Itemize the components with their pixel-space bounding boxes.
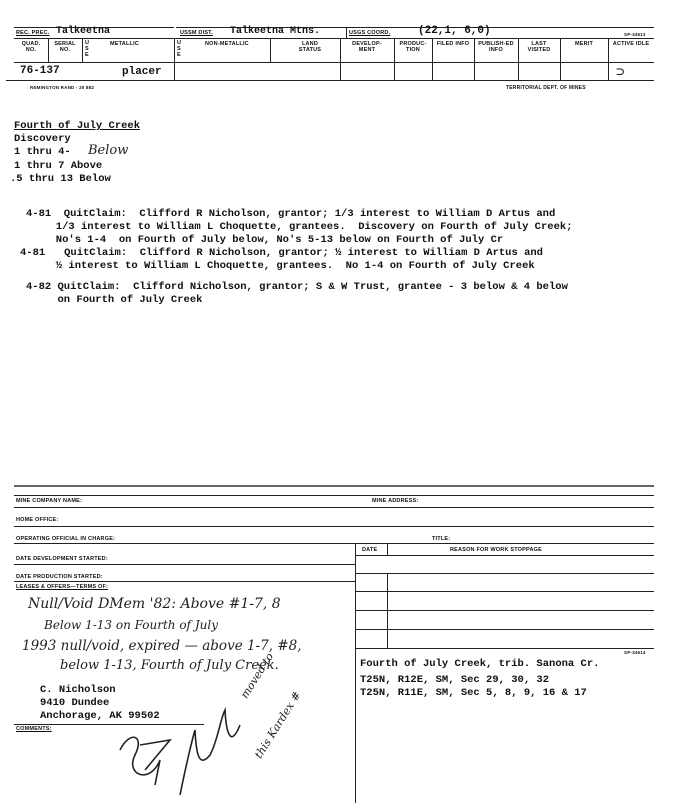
col-active-idle: ACTIVE IDLE xyxy=(612,41,650,47)
row-metallic-value: placer xyxy=(122,66,162,78)
rec-prec-value: Talkeetna xyxy=(56,26,111,37)
hand-note-diag-1: moved to xyxy=(238,650,277,701)
col-last-visited: LAST VISITED xyxy=(527,41,551,53)
date-col-label: DATE xyxy=(362,547,378,553)
mine-company-label: MINE COMPANY NAME: xyxy=(16,498,83,504)
col-quad-no: QUAD. NO. xyxy=(21,41,41,53)
entry-2-line-1: 4-81 QuitClaim: Clifford R Nicholson, grantor; ½ interest to William D Artus and xyxy=(20,247,543,259)
hand-note-4: below 1-13, Fourth of July Creek. xyxy=(60,658,279,673)
signature-scribbles xyxy=(100,690,260,800)
leases-offers-label: LEASES & OFFERS—TERMS OF: xyxy=(16,584,109,590)
hand-note-diag-2: this Kardex # xyxy=(252,688,304,761)
col-non-metallic: NON-METALLIC xyxy=(205,41,249,47)
usgs-coord-label: USGS COORD. xyxy=(349,30,391,36)
location-line-1: Fourth of July Creek, trib. Sanona Cr. xyxy=(360,658,600,670)
entry-1-line-3: No's 1-4 on Fourth of July below, No's 5-13 below on Fourth of July Cr xyxy=(18,234,504,246)
claim-title: Fourth of July Creek xyxy=(14,120,141,132)
date-prod-label: DATE PRODUCTION STARTED: xyxy=(16,574,103,580)
claim-line-discovery: Discovery xyxy=(14,133,71,145)
comments-label: COMMENTS: xyxy=(16,726,52,732)
col-serial-no: SERIAL NO. xyxy=(54,41,76,53)
hand-note-3: 1993 null/void, expired — above 1-7, #8, xyxy=(22,638,302,654)
form-number-2: SP-34614 xyxy=(624,650,646,655)
col-metallic: METALLIC xyxy=(110,41,139,47)
dept-note: TERRITORIAL DEPT. OF MINES xyxy=(506,85,586,91)
col-merit: MERIT xyxy=(574,41,594,47)
owner-name: C. Nicholson xyxy=(40,684,116,696)
col-use: U S E xyxy=(85,40,90,58)
claim-line-1-7: 1 thru 7 Above xyxy=(14,160,103,172)
hand-note-2: Below 1-13 on Fourth of July xyxy=(44,618,218,632)
owner-city: Anchorage, AK 99502 xyxy=(40,710,160,722)
entry-2-line-2: ½ interest to William L Choquette, grantees. No 1-4 on Fourth of July Creek xyxy=(18,260,535,272)
col-land-status: LAND STATUS xyxy=(298,41,322,53)
location-line-3: T25N, R11E, SM, Sec 5, 8, 9, 16 & 17 xyxy=(360,687,587,699)
mine-address-label: MINE ADDRESS: xyxy=(372,498,419,504)
reason-col-label: REASON FOR WORK STOPPAGE xyxy=(450,547,542,553)
col-development: DEVELOP-MENT xyxy=(352,41,382,53)
entry-3-line-1: 4-82 QuitClaim: Clifford Nicholson, grantor; S & W Trust, grantee - 3 below & 4 below xyxy=(26,281,568,293)
row-active-mark: ⊃ xyxy=(616,65,625,81)
hand-note-1: Null/Void DMem '82: Above #1-7, 8 xyxy=(28,596,281,612)
claim-handwritten-below: Below xyxy=(88,143,129,158)
col-use-2: U S E xyxy=(177,40,182,58)
col-filed-info: FILED INFO xyxy=(436,41,470,47)
claim-line-1-4: 1 thru 4- xyxy=(14,146,71,158)
rec-prec-label: REC. PREC. xyxy=(16,30,50,36)
col-published-info: PUBLISH-ED INFO xyxy=(478,41,514,53)
location-line-2: T25N, R12E, SM, Sec 29, 30, 32 xyxy=(360,674,550,686)
claim-line-5-13: .5 thru 13 Below xyxy=(10,173,111,185)
operating-official-label: OPERATING OFFICIAL IN CHARGE: xyxy=(16,536,116,542)
home-office-label: HOME OFFICE: xyxy=(16,517,59,523)
entry-3-line-2: on Fourth of July Creek xyxy=(26,294,203,306)
col-production: PRODUC-TION xyxy=(399,41,427,53)
owner-street: 9410 Dundee xyxy=(40,697,110,709)
entry-1-line-1: 4-81 QuitClaim: Clifford R Nicholson, grantor; 1/3 interest to William D Artus and xyxy=(26,208,556,220)
date-dev-label: DATE DEVELOPMENT STARTED: xyxy=(16,556,108,562)
usgs-coord-value: (22,1, 6,0) xyxy=(418,25,491,37)
form-number: SP-34613 xyxy=(624,32,646,37)
ussm-dist-label: USSM DIST. xyxy=(180,30,213,36)
printer-note: REMINGTON RAND - 20 882 xyxy=(30,85,95,90)
ussm-dist-value: Talkeetna Mtns. xyxy=(230,26,321,37)
title-label: TITLE: xyxy=(432,536,451,542)
row-quad-value: 76-137 xyxy=(20,65,60,77)
entry-1-line-2: 1/3 interest to William L Choquette, grantees. Discovery on Fourth of July Creek; xyxy=(18,221,573,233)
